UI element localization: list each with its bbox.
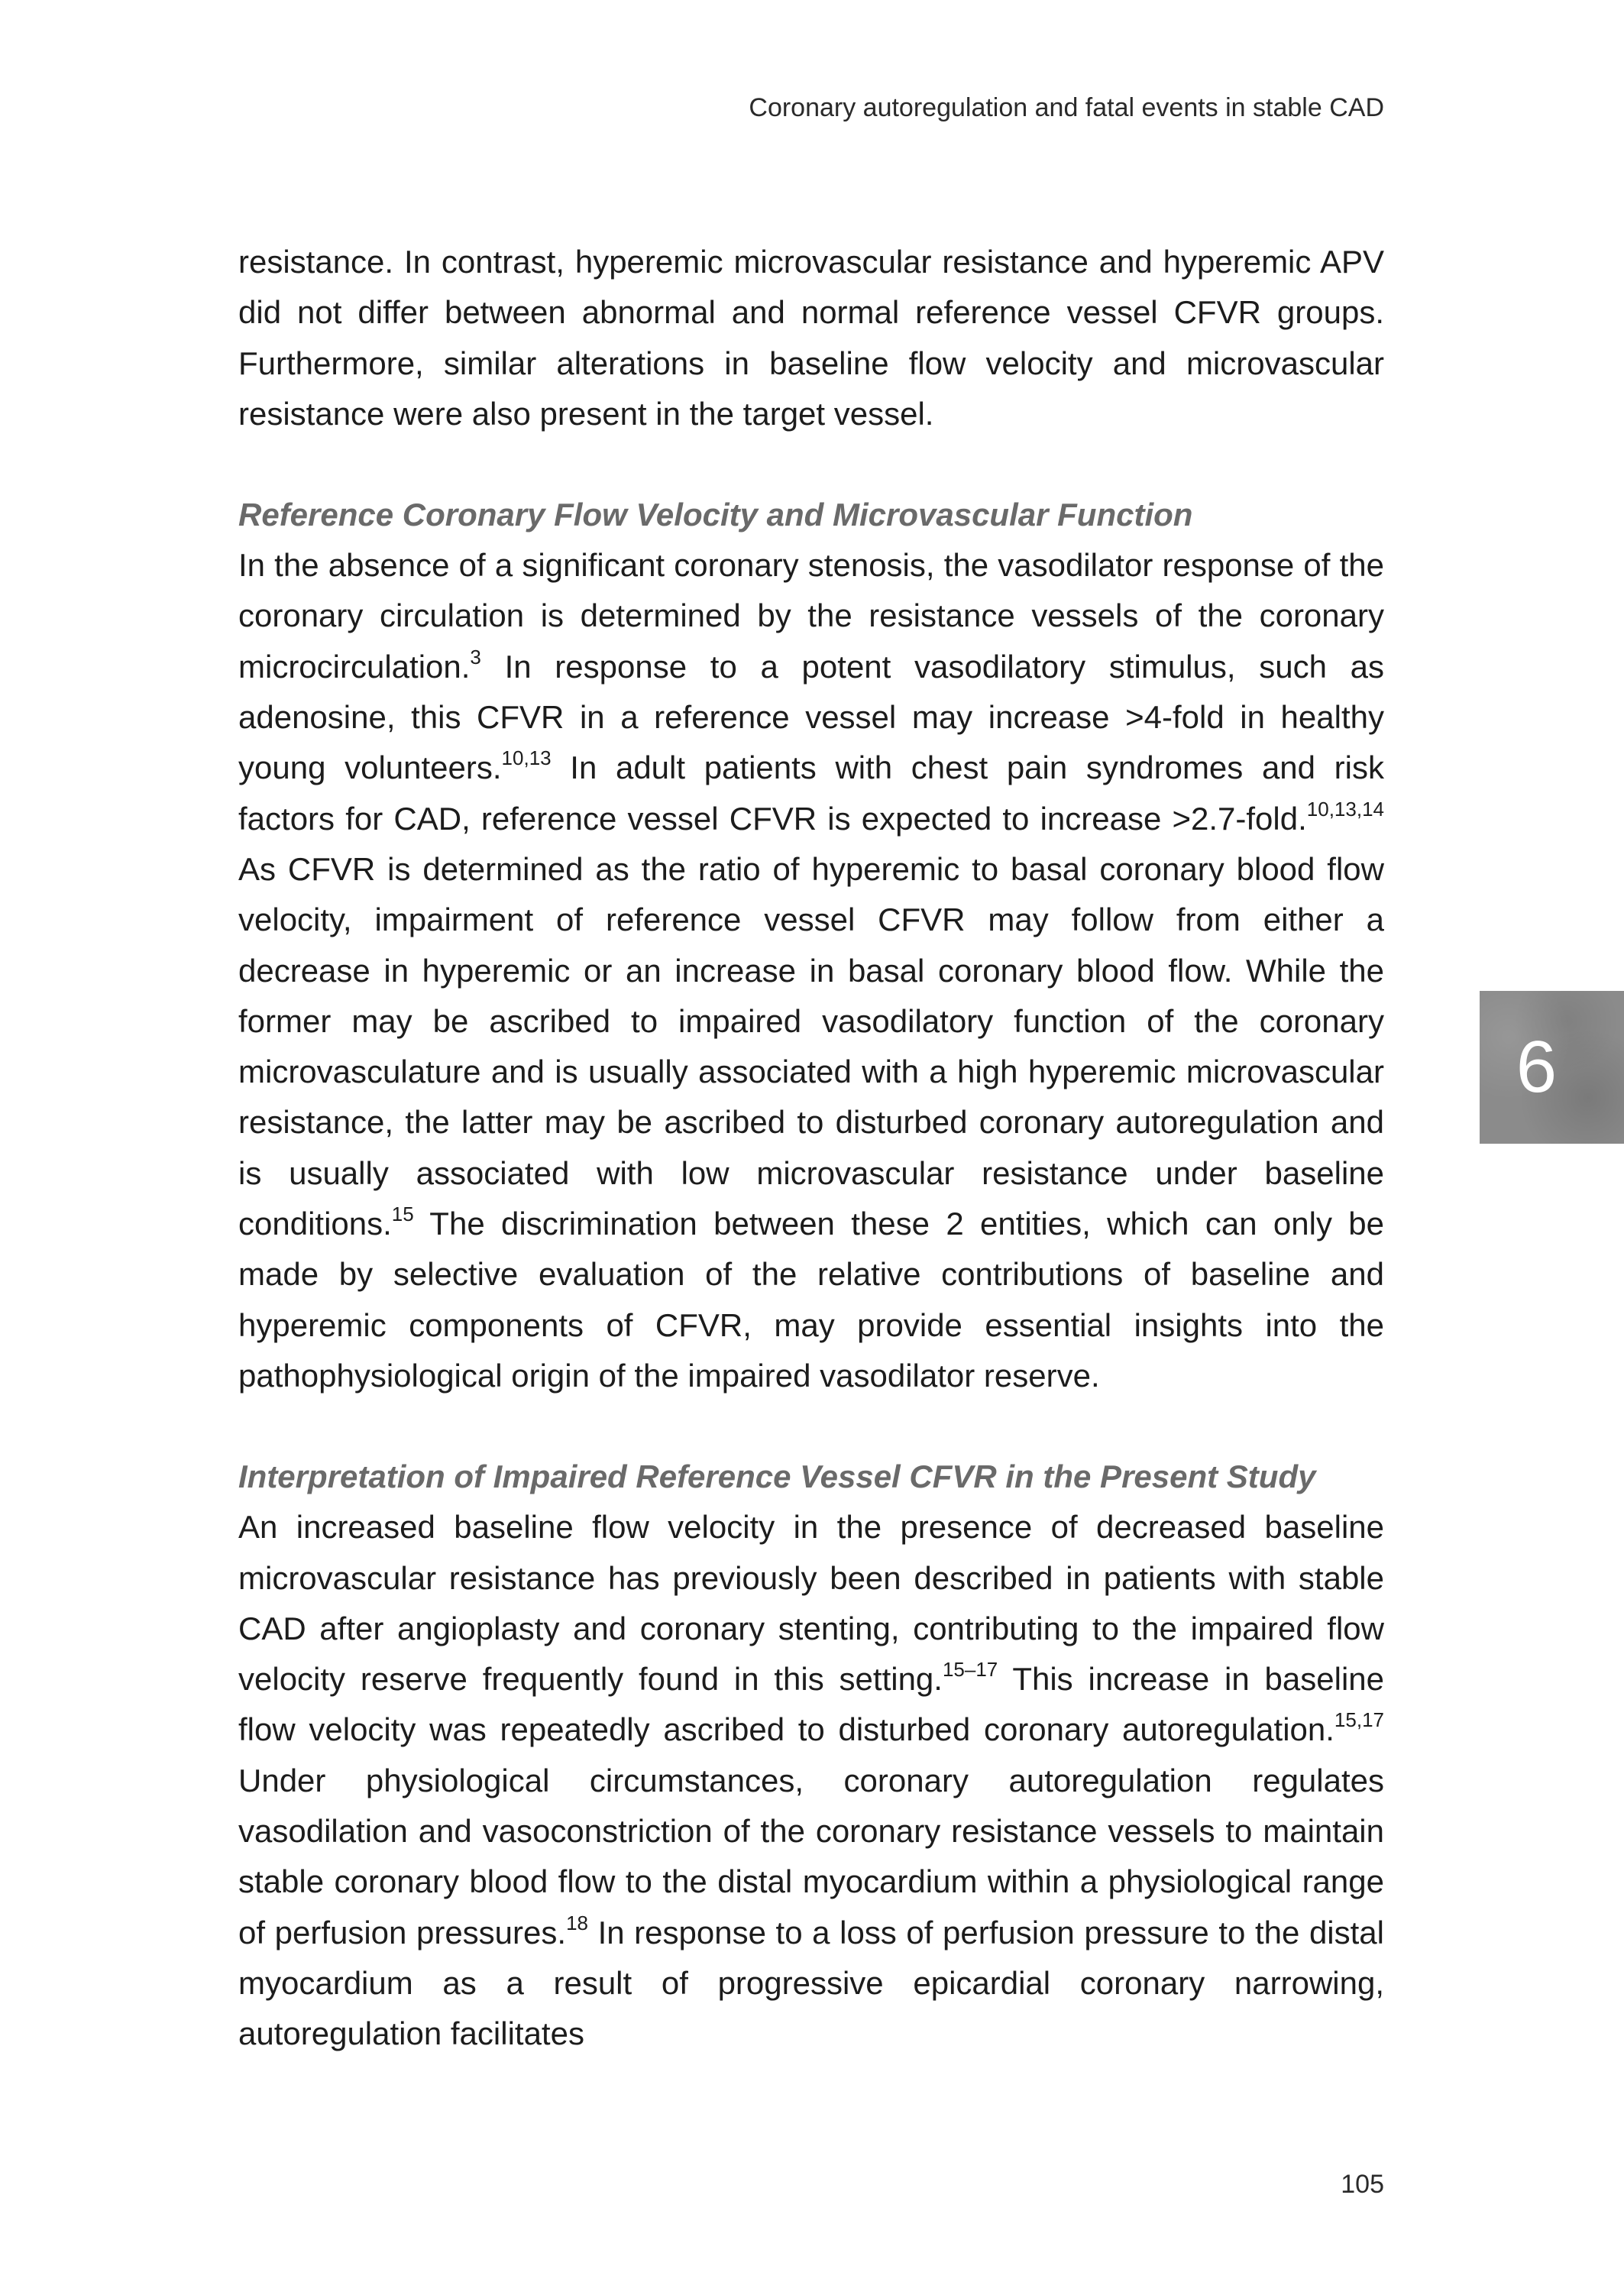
- text-segment: In adult patients with chest pain syndromes and risk factors for CAD, reference vessel CFVR is expected to increase >2.7-fold.: [238, 749, 1384, 837]
- paragraph-reference-flow: [238, 540, 1384, 1401]
- citation-ref: 10,13: [501, 746, 552, 770]
- citation-ref: 15: [391, 1203, 414, 1226]
- text-segment: This increase in baseline flow velocity was repeatedly ascribed to disturbed coronary autoregulation.: [238, 1661, 1384, 1748]
- text-segment: The discrimination between these 2 entities, which can only be made by selective evaluation of the relative contributions of baseline and hyperemic components of CFVR, may provide essential insights into the pathophysiological origin of the impaired vasodilator reserve.: [238, 1206, 1384, 1394]
- text-segment: In response to a loss of perfusion pressure to the distal myocardium as a result of progressive epicardial coronary narrowing, autoregulation facilitates: [238, 1914, 1384, 2052]
- section-heading-interpretation: Interpretation of Impaired Reference Vessel CFVR in the Present Study: [238, 1458, 1316, 1495]
- text-segment: Under physiological circumstances, coronary autoregulation regulates vasodilation and vasoconstriction of the coronary resistance vessels to maintain stable coronary blood flow to the distal myocardium within a physiological range of perfusion pressures.: [238, 1762, 1384, 1950]
- citation-ref: 18: [566, 1911, 588, 1934]
- paragraph-continued: resistance. In contrast, hyperemic microvascular resistance and hyperemic APV did not differ between abnormal and normal reference vessel CFVR groups. Furthermore, similar alterations in baseline flow velocity and microvascular resistance were also present in the target vessel.: [238, 244, 1384, 432]
- citation-ref: 3: [470, 645, 481, 668]
- article-body: [238, 237, 1384, 2060]
- running-header: Coronary autoregulation and fatal events in stable CAD: [749, 93, 1384, 122]
- text-segment: An increased baseline flow velocity in the presence of decreased baseline microvascular resistance has previously been described in patients with stable CAD after angioplasty and coronary stenting, contributing to the impaired flow velocity reserve frequently found in this setting.: [238, 1509, 1384, 1698]
- chapter-tab: [1480, 991, 1624, 1144]
- text-segment: In the absence of a significant coronary stenosis, the vasodilator response of the coronary circulation is determined by the resistance vessels of the coronary microcirculation.: [238, 547, 1384, 685]
- text-segment: As CFVR is determined as the ratio of hyperemic to basal coronary blood flow velocity, impairment of reference vessel CFVR may follow from either a decrease in hyperemic or an increase in basal coronary blood flow. While the former may be ascribed to impaired vasodilatory function of the coronary microvasculature and is usually associated with a high hyperemic microvascular resistance, the latter may be ascribed to disturbed coronary autoregulation and is usually associated with low microvascular resistance under baseline conditions.: [238, 850, 1384, 1242]
- page-number: 105: [1341, 2170, 1384, 2199]
- section-spacer: [238, 1401, 1384, 1452]
- paragraph-interpretation: [238, 1502, 1384, 2059]
- citation-ref: 15,17: [1334, 1708, 1384, 1732]
- citation-ref: 15–17: [942, 1658, 998, 1682]
- text-segment: In response to a potent vasodilatory stimulus, such as adenosine, this CFVR in a reference vessel may increase >4-fold in healthy young volunteers.: [238, 648, 1384, 786]
- chapter-number: 6: [1516, 1026, 1558, 1108]
- section-heading-reference-flow: Reference Coronary Flow Velocity and Microvascular Function: [238, 497, 1193, 533]
- citation-ref: 10,13,14: [1306, 797, 1384, 821]
- section-spacer: [238, 439, 1384, 490]
